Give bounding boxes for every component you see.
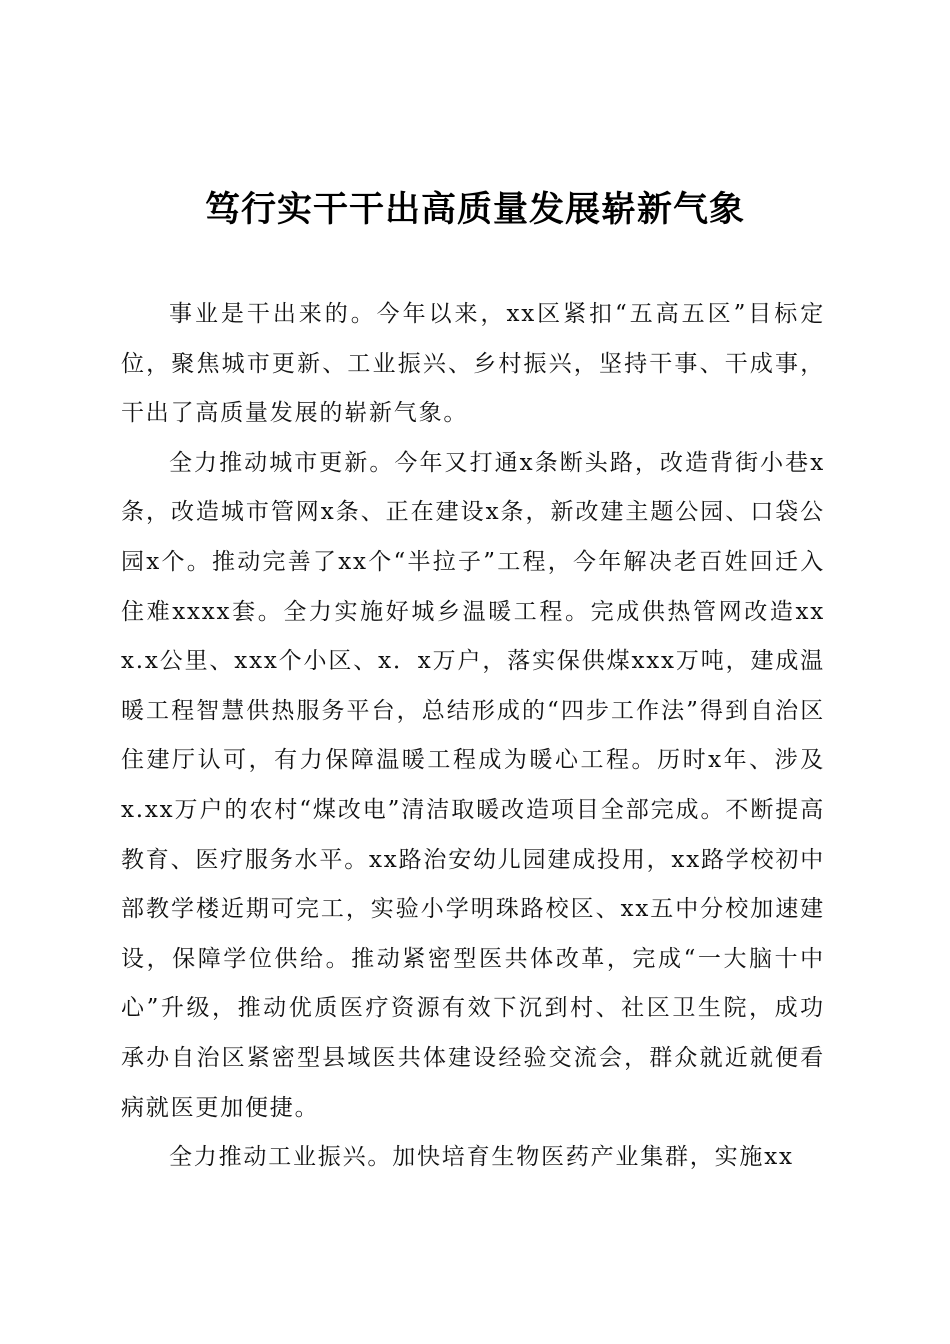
document-title: 笃行实干干出高质量发展崭新气象 (204, 189, 745, 230)
paragraph-intro: 事业是干出来的。今年以来，xx区紧扣“五高五区”目标定位，聚焦城市更新、工业振兴、乡村振兴，坚持干事、干成事，干出了高质量发展的崭新气象。 (121, 301, 825, 427)
paragraph-industrial-revival: 全力推动工业振兴。加快培育生物医药产业集群，实施xx (169, 1144, 794, 1171)
document-body (121, 290, 825, 1183)
paragraph-urban-renewal: 全力推动城市更新。今年又打通x条断头路，改造背街小巷x条，改造城市管网x条、正在建设x条，新改建主题公园、口袋公园x个。推动完善了xx个“半拉子”工程，今年解决老百姓回迁入住难xxxx套。全力实施好城乡温暖工程。完成供热管网改造xxx.x公里、xxx个小区、x．x万户，落实保供煤xxx万吨，建成温暖工程智慧供热服务平台，总结形成的“四步工作法”得到自治区住建厅认可，有力保障温暖工程成为暖心工程。历时x年、涉及x.xx万户的农村“煤改电”清洁取暖改造项目全部完成。不断提高教育、医疗服务水平。xx路治安幼儿园建成投用，xx路学校初中部教学楼近期可完工，实验小学明珠路校区、xx五中分校加速建设，保障学位供给。推动紧密型医共体改革，完成“一大脑十中心”升级，推动优质医疗资源有效下沉到村、社区卫生院，成功承办自治区紧密型县域医共体建设经验交流会，群众就近就便看病就医更加便捷。 (121, 449, 825, 1121)
